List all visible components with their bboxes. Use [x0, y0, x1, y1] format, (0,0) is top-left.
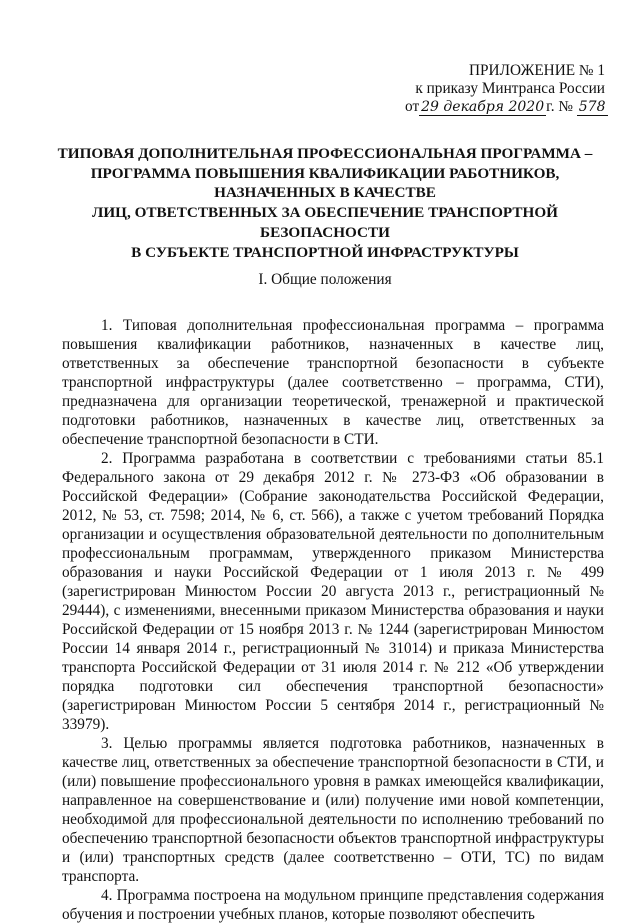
number-prefix: г. №: [546, 98, 573, 115]
title-line: ТИПОВАЯ ДОПОЛНИТЕЛЬНАЯ ПРОФЕССИОНАЛЬНАЯ ПРОГРАММА –: [57, 145, 593, 162]
date-prefix: от: [405, 98, 420, 115]
title-line: ПРОГРАММА ПОВЫШЕНИЯ КВАЛИФИКАЦИИ РАБОТНИКОВ,: [90, 164, 560, 182]
section-heading: I. Общие положения: [258, 271, 392, 288]
title-line: НАЗНАЧЕННЫХ В КАЧЕСТВЕ: [214, 184, 436, 202]
paragraph-2: 2. Программа разработана в соответствии с требованиями статьи 85.1 Федерального закона от 29 декабря 2012 г. № 273-ФЗ «Об образовании в Российской Федерации» (Собрание законодательства Российской Федерации, 2012, № 53, ст. 7598; 2014, № 6, ст. 566), а также с учетом требований Порядка организации и осуществления образовательной деятельности по дополнительным профессиональным программам, утвержденного приказом Министерства образования и науки Российской Федерации от 1 июля 2013 г. № 499 (зарегистрирован Минюстом России 20 августа 2013 г., регистрационный № 29444), с изменениями, внесенными приказом Министерства образования и науки Российской Федерации от 15 ноября 2013 г. № 1244 (зарегистрирован Минюстом России 14 января 2014 г., регистрационный № 31014) и приказа Министерства транспорта Российской Федерации от 31 июля 2014 г. № 212 «Об утверждении порядка подготовки сил обеспечения транспортной безопасности» (зарегистрирован Минюстом России 5 сентября 2014 г., регистрационный № 33979).: [62, 450, 604, 733]
handwritten-order-number: 578: [578, 99, 606, 115]
order-reference: к приказу Минтранса России: [415, 80, 605, 97]
appendix-label: ПРИЛОЖЕНИЕ № 1: [468, 62, 605, 79]
handwritten-date: 29 декабря 2020: [421, 99, 545, 115]
title-line: В СУБЪЕКТЕ ТРАНСПОРТНОЙ ИНФРАСТРУКТУРЫ: [131, 243, 519, 261]
document-title: [55, 144, 595, 262]
order-date-line: [405, 98, 605, 116]
appendix-block: [405, 62, 605, 116]
paragraph-3: 3. Целью программы является подготовка работников, назначенных в качестве лиц, ответственных за обеспечение транспортной безопасности в СТИ, и (или) повышение профессионального уровня в рамках имеющейся квалификации, направленное на совершенствование и (или) получение ими новой компетенции, необходимой для профессиональной деятельности по исполнению требований по обеспечению транспортной безопасности объектов транспортной инфраструктуры и (или) транспортных средств (далее соответственно – ОТИ, ТС) по видам транспорта.: [62, 735, 604, 885]
paragraph-4: 4. Программа построена на модульном принципе представления содержания обучения и построении учебных планов, которые позволяют обеспечить: [62, 887, 604, 923]
title-line: БЕЗОПАСНОСТИ: [260, 223, 390, 241]
title-line: ЛИЦ, ОТВЕТСТВЕННЫХ ЗА ОБЕСПЕЧЕНИЕ ТРАНСПОРТНОЙ: [92, 204, 558, 222]
paragraph-1: 1. Типовая дополнительная профессиональная программа – программа повышения квалификации работников, назначенных в качестве лиц, ответственных за обеспечение транспортной безопасности в субъекте транспортной инфраструктуры (далее соответственно – программа, СТИ), предназначена для организации теоретической, тренажерной и практической подготовки работников, назначенных в качестве лиц, ответственных за обеспечение транспортной безопасности в СТИ.: [62, 317, 604, 448]
document-body: [62, 316, 604, 924]
